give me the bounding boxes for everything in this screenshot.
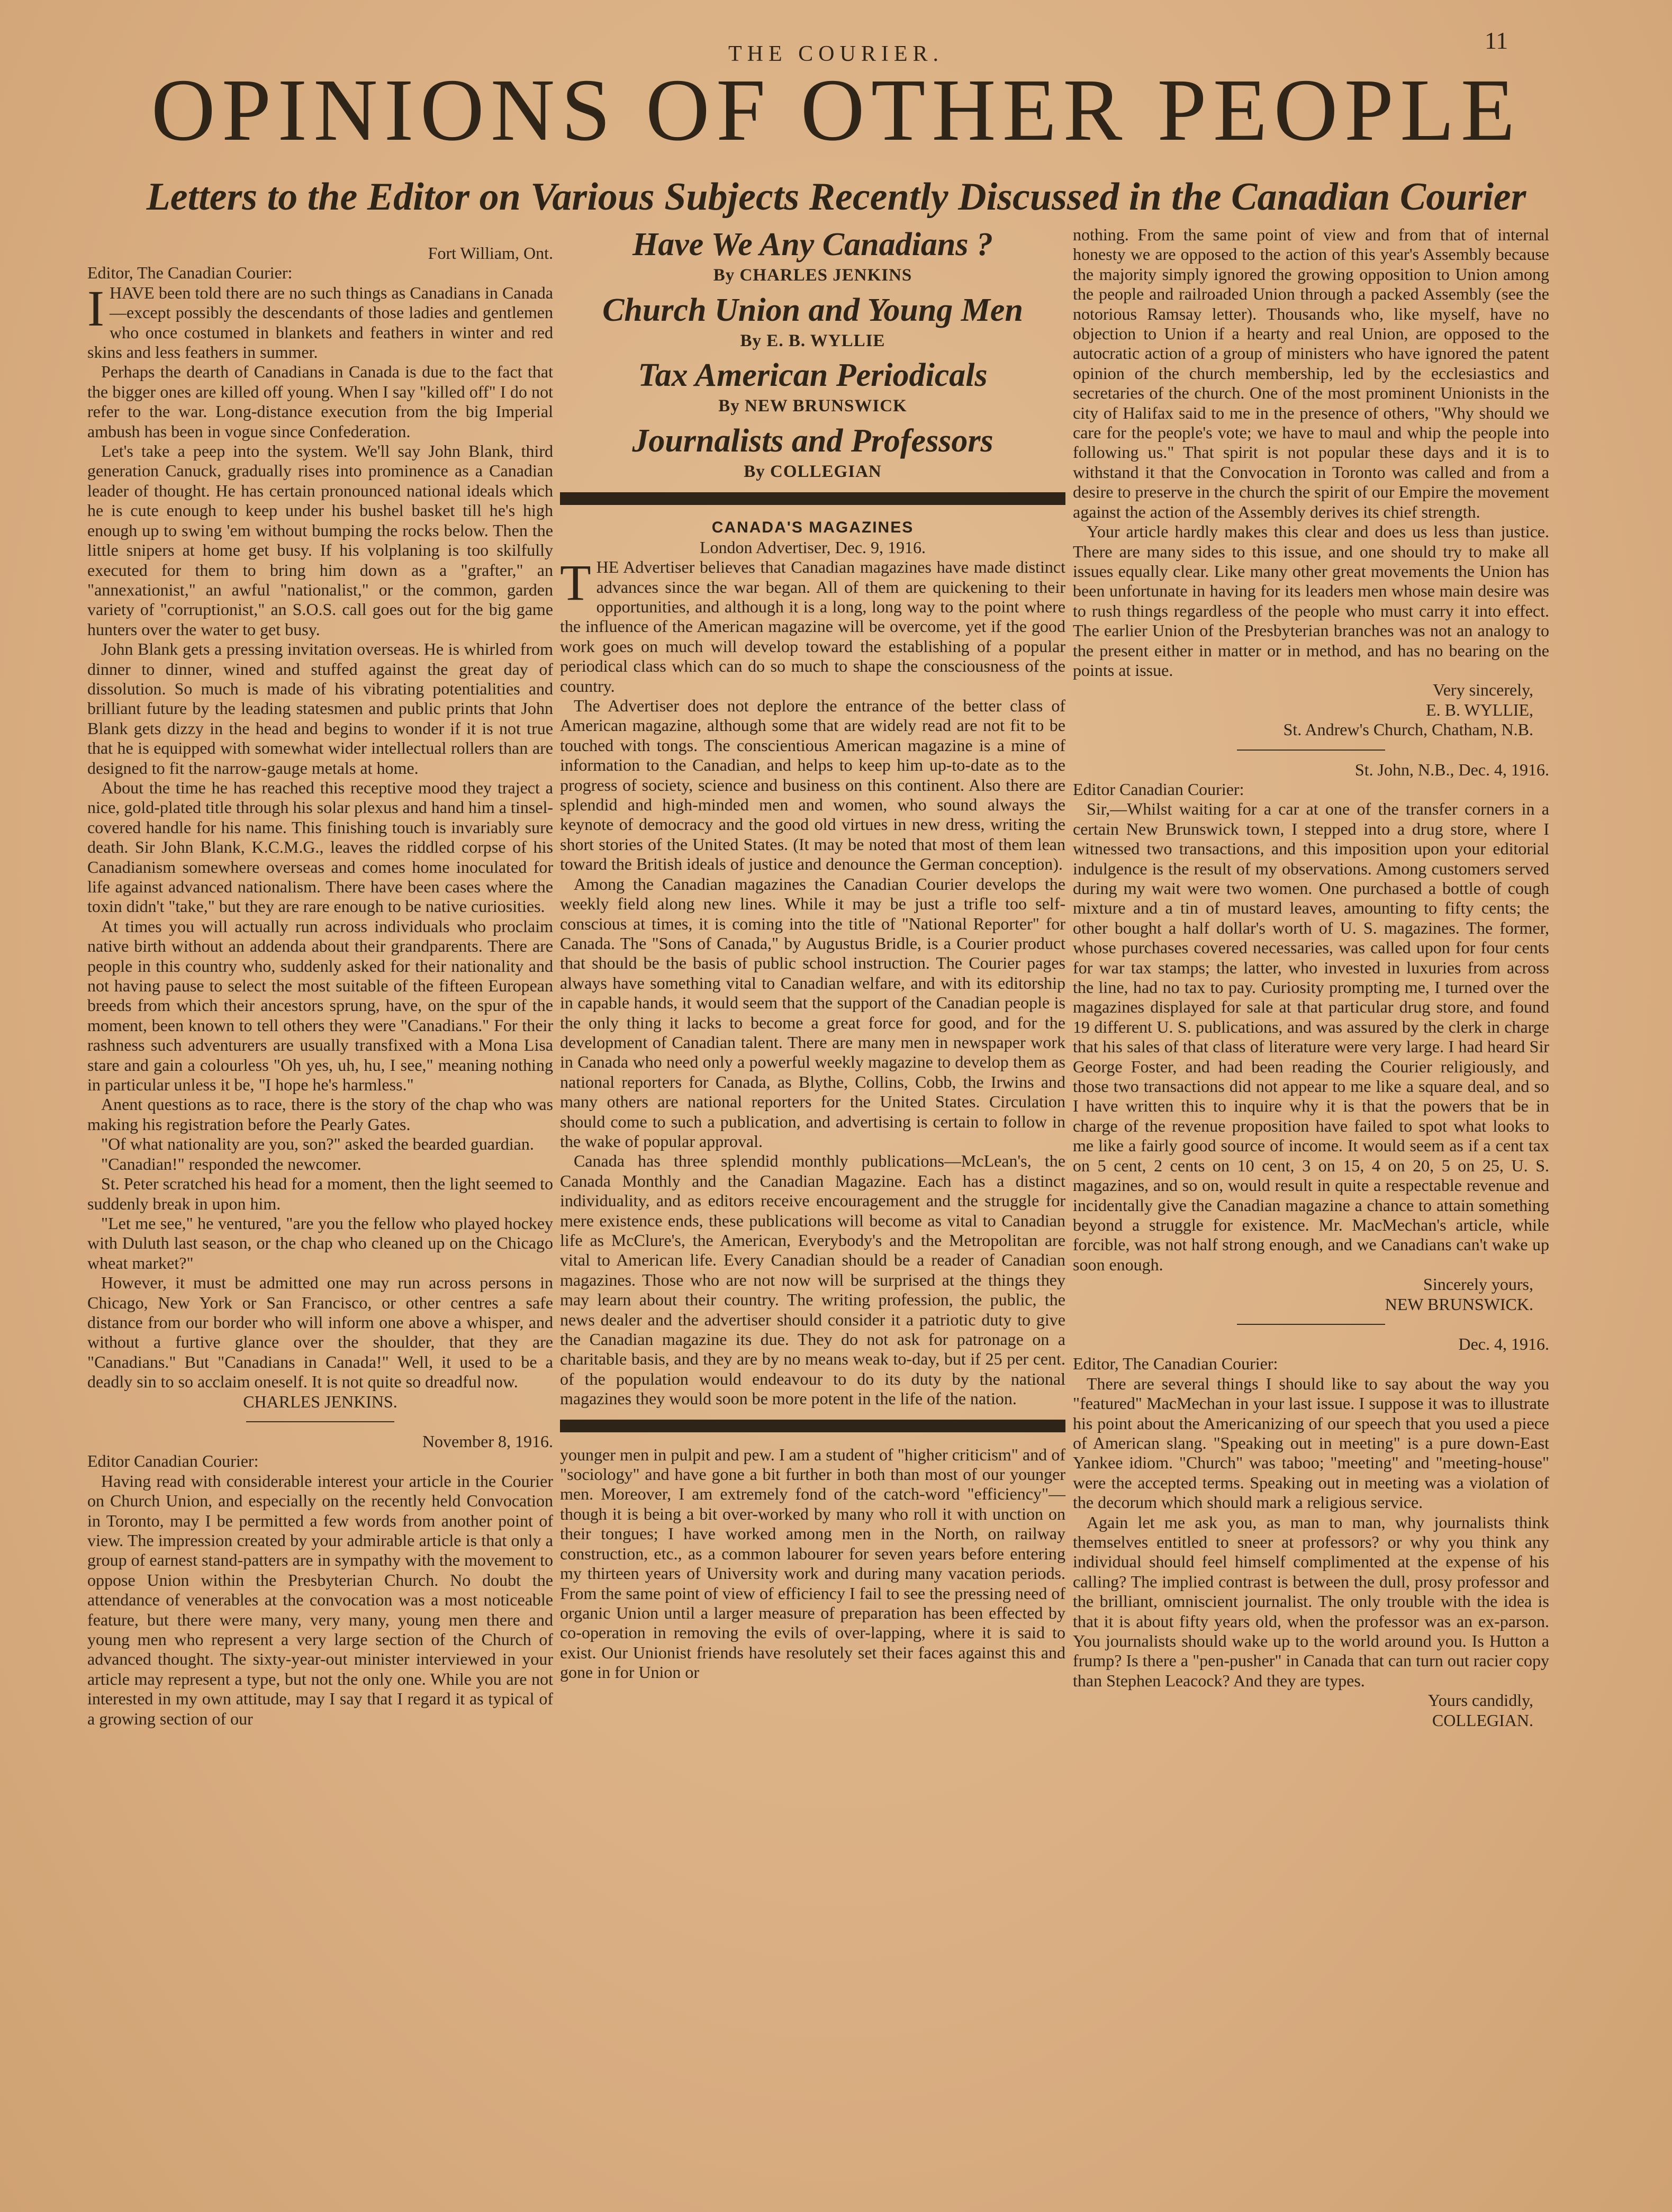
contents-box [560, 227, 1065, 482]
paragraph: Canada has three splendid monthly publications—McLean's, the Canada Monthly and the Canadian Magazine. Each has a distinct individuality, and as editors receive encouragement and the struggle for mere existence ends, these publications will become as vital to Canadian life as McClure's, the American, Everybody's and the Metropolitan are vital to American life. Every Canadian should be a reader of Canadian magazines. Those who are not now will be surprised at the things they may learn about their country. The writing profession, the public, the news dealer and the advertiser should consider it a patriotic duty to give the Canadian magazine its due. They do not ask for patronage on a charitable basis, and they are by no means weak to-day, but if 25 per cent. of the population would endeavour to do its duty by the national magazines they would soon be more potent in the life of the nation. [560, 1151, 1065, 1409]
letter-signature: CHARLES JENKINS. [243, 1392, 397, 1411]
letter-closing: Yours candidly, [1427, 1691, 1533, 1710]
drop-cap: I [87, 279, 104, 337]
divider [246, 1421, 394, 1422]
column-right [1073, 225, 1549, 1730]
paragraph: "Of what nationality are you, son?" asked the bearded guardian. [101, 1134, 534, 1154]
lead-text: HE Advertiser believes that Canadian magazines have made distinct advances since the war began. All of them are quickening to their opportunities, and although it is a long, long way to the point where the influence of the American magazine will be overcome, yet if the good work goes on much will develop toward the establishing of a popular periodical class which can do so much to shape the consciousness of the country. [560, 557, 1065, 696]
paragraph: About the time he has reached this receptive mood they traject a nice, gold-plated title through his solar plexus and hand him a tinsel-covered handle for his name. This finishing touch is invariably sure death. Sir John Blank, K.C.M.G., leaves the riddled corpse of his Canadianism somewhere overseas and comes home inoculated for life against advanced nationalism. There have been cases where the toxin didn't "take," but they are rare enough to be native curiosities. [87, 778, 553, 916]
heavy-divider [560, 1420, 1065, 1432]
running-head: THE COURIER. [728, 42, 944, 66]
contents-byline: By NEW BRUNSWICK [718, 396, 907, 416]
letter-salutation: Editor Canadian Courier: [1073, 779, 1244, 799]
letter-dateline: St. John, N.B., Dec. 4, 1916. [1354, 760, 1549, 779]
paragraph: "Canadian!" responded the newcomer. [101, 1154, 361, 1173]
paragraph: Perhaps the dearth of Canadians in Canada is due to the fact that the bigger ones are killed off young. When I say "killed off" I do not refer to the war. Long-distance execution from the big Imperial ambush has been in vogue since Confederation. [87, 362, 553, 441]
letter-signature: COLLEGIAN. [1432, 1710, 1533, 1730]
column-center [560, 222, 1065, 1683]
letter-lead-paragraph [87, 279, 553, 363]
divider [1237, 1324, 1385, 1325]
paragraph: Among the Canadian magazines the Canadian Courier develops the weekly field along new lines. While it may be just a trifle too self-conscious at times, it is coming into the title of "National Reporter" for Canada. The "Sons of Canada," by Augustus Bridle, is a Courier product that should be the basis of public school instruction. The Courier pages always have something vital to Canadian welfare, and with its editorship in capable hands, it would seem that the support of the Canadian people is the only thing it lacks to become a great force for good, and for the development of Canadian talent. There are many men in newspaper work in Canada who need only a powerful weekly magazine to develop them as national reporters for Canada, as Blythe, Collins, Cobb, the Irwins and many others are national reporters for the United States. Circulation should come to such a publication, and advertising is certain to follow in the wake of popular approval. [560, 874, 1065, 1151]
page-title: OPINIONS OF OTHER PEOPLE [151, 61, 1522, 159]
paragraph: Your article hardly makes this clear and does us less than justice. There are many sides to this issue, and one should try to make all issues equally clear. Like many other great movements the Union has been unfortunate in having for its leaders men whose main desire was to rush things regardless of the people who must carry it into effect. The earlier Union of the Presbyterian branches was not an analogy to the present either in matter or in method, and has no bearing on the points at issue. [1073, 522, 1549, 680]
paragraph: younger men in pulpit and pew. I am a student of "higher criticism" and of "sociology" and have gone a bit further in both than most of our younger men. Moreover, I am extremely fond of the catch-word "efficiency"—though it is being a bit over-worked by many who roll it with unction on their tongues; I have worked among men in the North, on railway construction, etc., as a common labourer for seven years before entering my thirteen years of University work and during many vacation periods. From the same point of view of efficiency I fail to see the pressing need of organic Union until a larger measure of preparation has been effected by co-operation in removing the evils of over-lapping, where it is said to exist. Our Unionist friends have resolutely set their faces against this and gone in for Union or [560, 1444, 1065, 1682]
contents-byline: By COLLEGIAN [744, 462, 882, 481]
contents-title: Tax American Periodicals [638, 357, 988, 394]
paragraph: Let's take a peep into the system. We'll say John Blank, third generation Canuck, gradually rises into prominence as a Canadian leader of thought. He has certain pronounced national ideals which he is cute enough to keep under his bushel basket till he's high enough up to swing 'em without bumping the rocks below. Then the little snipers at home get busy. If his volplaning is too skilfully executed for them to bring him down as a "grafter," an "annexationist," an awful "nationalist," or the common, garden variety of "corruptionist," an S.O.S. call goes out for the big game hunters over the water to get busy. [87, 441, 553, 639]
paragraph: "Let me see," he ventured, "are you the fellow who played hockey with Duluth last season, or the chap who cleaned up on the Chicago wheat market?" [87, 1213, 553, 1272]
article-heading: CANADA'S MAGAZINES [711, 519, 914, 537]
letter-signature-place: St. Andrew's Church, Chatham, N.B. [1283, 720, 1533, 739]
letter-signature: NEW BRUNSWICK. [1385, 1294, 1533, 1314]
paragraph: However, it must be admitted one may run across persons in Chicago, New York or San Francisco, or other centres a safe distance from our border who will inform one above a whisper, and without a furtive glance over the shoulder, that they are "Canadians." But "Canadians in Canada!" Well, it used to be a deadly sin to so acclaim oneself. It is not quite so dreadful now. [87, 1273, 553, 1392]
paragraph: Anent questions as to race, there is the story of the chap who was making his registration before the Pearly Gates. [87, 1095, 553, 1134]
heavy-divider [560, 492, 1065, 505]
page-subtitle: Letters to the Editor on Various Subjects Recently Discussed in the Canadian Courier [146, 175, 1526, 219]
paragraph: The Advertiser does not deplore the entrance of the better class of American magazine, although some that are widely read are not fit to be touched with tongs. The conscientious American magazine is a mine of information to the Canadian, and helps to keep him up-to-date as to the progress of society, science and business on this continent. Also there are splendid and high-minded men and women, who sound always the keynote of democracy and the good old virtues in new dress, writing the short stories of the United States. (It may be noted that most of them lean toward the British ideals of justice and denounce the German conception). [560, 696, 1065, 874]
contents-title: Church Union and Young Men [602, 292, 1023, 328]
paragraph: St. Peter scratched his head for a moment, then the light seemed to suddenly break in upon him. [87, 1174, 553, 1213]
contents-title: Have We Any Canadians ? [632, 227, 993, 263]
article-source: London Advertiser, Dec. 9, 1916. [699, 537, 926, 557]
letter-salutation: Editor Canadian Courier: [87, 1451, 259, 1471]
paragraph: nothing. From the same point of view and from that of internal honesty we are opposed to the action of this year's Assembly because the majority simply ignored the growing opposition to Union among the people and railroaded Union through a packed Assembly (see the notorious Ramsay letter). Thousands who, like myself, have no objection to Union if a hearty and real Union, are opposed to the autocratic action of a group of ministers who have ignored the patent opinion of the church membership, led by the ecclesiastics and secretaries of the church. One of the most prominent Unionists in the city of Halifax said to me in the presence of others, "Why should we care for the people's vote; we have to maul and whip the people into following us." That spirit is not popular these days and it is to withstand it that the Convocation in Toronto was called and from a desire to preserve in the church the spirit of our Empire the movement against the action of the Assembly derives its chief strength. [1073, 225, 1549, 521]
article-lead-paragraph [560, 554, 1065, 696]
letter-closing: Sincerely yours, [1423, 1275, 1533, 1294]
contents-byline: By CHARLES JENKINS [713, 266, 912, 285]
divider [1237, 750, 1385, 751]
letter-dateline: Fort William, Ont. [428, 243, 553, 263]
column-left [87, 243, 553, 1729]
page-number: 11 [1485, 27, 1508, 54]
contents-title: Journalists and Professors [632, 422, 993, 459]
letter-closing: Very sincerely, [1433, 680, 1533, 700]
letter-salutation: Editor, The Canadian Courier: [1073, 1354, 1278, 1374]
lead-text: HAVE been told there are no such things as Canadians in Canada—except possibly the descendants of those ladies and gentlemen who once costumed in blankets and feathers in winter and red skins and less feathers in summer. [87, 283, 553, 362]
paragraph: Having read with considerable interest your article in the Courier on Church Union, and especially on the recently held Convocation in Toronto, may I be permitted a few words from another point of view. The impression created by your admirable article is that only a group of earnest stand-patters are in sympathy with the movement to oppose Union within the Presbyterian Church. No doubt the attendance of venerables at the convocation was a most noticeable feature, but there were many, very many, young men there and young men who represent a very large section of the Church of advanced thought. The sixty-year-out minister interviewed in your article may represent a type, but not the only one. While you are not interested in my own attitude, may I say that I regard it as typical of a growing section of our [87, 1471, 553, 1728]
paragraph: Again let me ask you, as man to man, why journalists think themselves entitled to sneer at professors? or why you think any individual should feel himself complimented at the expense of his calling? The implied contrast is between the dull, prosy professor and the brilliant, omniscient journalist. The only trouble with the idea is that it is about fifty years old, when the professor was an ex-parson. You journalists should wake up to the world around you. Is Hutton a frump? Is there a "pen-pusher" in Canada that can turn out racier copy than Stephen Leacock? And they are types. [1073, 1512, 1549, 1690]
letter-dateline: November 8, 1916. [422, 1431, 553, 1451]
drop-cap: T [560, 554, 591, 611]
contents-byline: By E. B. WYLLIE [740, 331, 885, 350]
letter-dateline: Dec. 4, 1916. [1458, 1334, 1549, 1353]
paragraph: John Blank gets a pressing invitation overseas. He is whirled from dinner to dinner, wined and stuffed against the great day of dissolution. So much is made of his vibrating potentialities and brilliant future by the leading statesmen and public prints that John Blank gets dizzy in the head and begins to wonder if it is not true that he is equipped with somewhat wider intellectual rollers than are designed to fit the narrow-gauge metals at home. [87, 639, 553, 778]
letter-salutation: Editor, The Canadian Courier: [87, 263, 293, 283]
paragraph: There are several things I should like to say about the way you "featured" MacMechan in your last issue. I suppose it was to illustrate his point about the Americanizing of our speech that you used a piece of American slang. "Speaking out in meeting" is a pure down-East Yankee idiom. "Church" was taboo; "meeting" and "meeting-house" were the accepted terms. Speaking out in meeting was a violation of the decorum which should mark a religious service. [1073, 1374, 1549, 1512]
letter-signature: E. B. WYLLIE, [1426, 700, 1533, 719]
paragraph: At times you will actually run across individuals who proclaim native birth without an addenda about their grandparents. There are people in this country who, suddenly asked for their nationality and not having pause to select the most suitable of the fifteen European breeds from which their ancestors sprung, have, on the spur of the moment, been known to tell others they were "Canadians." For their rashness such adventurers are usually transfixed with a Mona Lisa stare and gain a colourless "Oh yes, uh, hu, I see," meaning nothing in particular unless it be, "I hope he's harmless." [87, 916, 553, 1095]
paragraph: Sir,—Whilst waiting for a car at one of the transfer corners in a certain New Brunswick town, I stepped into a drug store, where I witnessed two transactions, and this imposition upon your editorial indulgence is the result of my observations. Among customers served during my wait were two women. One purchased a bottle of cough mixture and a tin of mustard leaves, amounting to fifty cents; the other bought a half dollar's worth of U. S. magazines. The former, whose purchases covered necessaries, was called upon for four cents for war tax stamps; the latter, who invested in luxuries from across the line, had no tax to pay. Curiosity prompting me, I turned over the magazines displayed for sale at that particular drug store, and found 19 different U. S. publications, and was assured by the clerk in charge that his sales of that class of literature were very large. I had heard Sir George Foster, and had been reading the Courier religiously, and those two transactions did not appear to me like a square deal, and so I have written this to inquire why it is that the powers that be in charge of the revenue proposition have failed to spot what looks to me like a fairly good source of income. It would seem as if a cent tax on 5 cent, 2 cents on 10 cent, 3 on 15, 4 on 20, 5 on 25, U. S. magazines, and so on, would result in quite a respectable revenue and incidentally give the Canadian magazine a chance to attain something beyond a struggle for existence. Mr. MacMechan's article, while forcible, was not half strong enough, and we Canadians can't wake up soon enough. [1073, 799, 1549, 1274]
